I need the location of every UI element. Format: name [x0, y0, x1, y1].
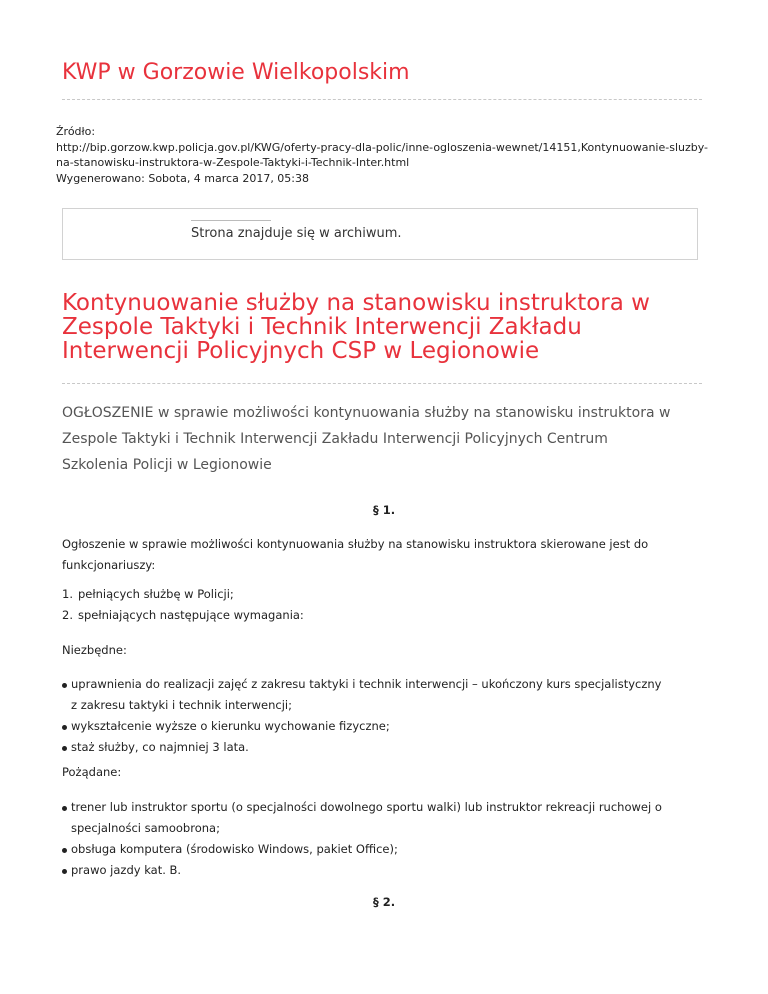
- list-item: [62, 674, 712, 716]
- list-item: [62, 737, 712, 758]
- source-label: Źródło:: [56, 125, 96, 138]
- lead-line: OGŁOSZENIE w sprawie możliwości kontynuowania służby na stanowisku instruktora w: [62, 405, 671, 421]
- eligibility-list: [62, 584, 722, 626]
- lead-paragraph: [62, 400, 722, 478]
- list-item-text: obsługa komputera (środowisko Windows, pakiet Office);: [71, 842, 398, 856]
- list-item-text: z zakresu taktyki i technik interwencji;: [71, 698, 292, 712]
- archive-notice-box: [62, 208, 698, 260]
- list-item-text: specjalności samoobrona;: [71, 821, 220, 835]
- title-divider: [62, 383, 702, 384]
- section-1-heading: § 1.: [372, 503, 396, 517]
- required-label: Niezbędne:: [62, 643, 127, 657]
- archive-notice: Strona znajduje się w archiwum.: [191, 226, 402, 241]
- lead-line: Szkolenia Policji w Legionowie: [62, 457, 272, 473]
- required-list: [62, 674, 712, 758]
- generated-date: Wygenerowano: Sobota, 4 marca 2017, 05:38: [56, 171, 310, 185]
- article-title: [62, 291, 722, 363]
- list-item-text: spełniających następujące wymagania:: [78, 608, 304, 622]
- header-divider: [62, 99, 702, 100]
- list-item-text: wykształcenie wyższe o kierunku wychowanie fizyczne;: [71, 719, 390, 733]
- section-2-heading: § 2.: [372, 895, 396, 909]
- article-title-line: Interwencji Policyjnych CSP w Legionowie: [62, 338, 540, 364]
- archive-rule: [191, 220, 271, 221]
- list-item: [62, 839, 712, 860]
- lead-line: Zespole Taktyki i Technik Interwencji Zakładu Interwencji Policyjnych Centrum: [62, 431, 608, 447]
- list-item: [62, 584, 722, 605]
- intro-paragraph: [62, 534, 722, 576]
- source-url-line-2: na-stanowisku-instruktora-w-Zespole-Taktyki-i-Technik-Inter.html: [56, 156, 410, 169]
- article-title-line: Zespole Taktyki i Technik Interwencji Zakładu: [62, 314, 582, 340]
- list-item-text: trener lub instruktor sportu (o specjalności dowolnego sportu walki) lub instruktor rekreacji ruchowej o: [71, 800, 662, 814]
- list-item-text: pełniących służbę w Policji;: [78, 587, 234, 601]
- list-item: [62, 716, 712, 737]
- list-number: 2.: [62, 608, 73, 622]
- desired-list: [62, 797, 712, 881]
- intro-line: Ogłoszenie w sprawie możliwości kontynuowania służby na stanowisku instruktora skierowane jest do: [62, 537, 649, 551]
- desired-label: Pożądane:: [62, 765, 122, 779]
- list-item-text: uprawnienia do realizacji zajęć z zakresu taktyki i technik interwencji – ukończony kurs specjalistyczny: [71, 677, 662, 691]
- list-item: [62, 860, 712, 881]
- source-meta: [56, 124, 716, 186]
- source-url-line-1: http://bip.gorzow.kwp.policja.gov.pl/KWG/oferty-pracy-dla-polic/inne-ogloszenia-wewnet/14151,Kontynuowanie-sluzby-: [56, 140, 709, 154]
- site-title: KWP w Gorzowie Wielkopolskim: [62, 60, 410, 85]
- list-number: 1.: [62, 587, 73, 601]
- list-item-text: prawo jazdy kat. B.: [71, 863, 182, 877]
- intro-line: funkcjonariuszy:: [62, 558, 156, 572]
- list-item-text: staż służby, co najmniej 3 lata.: [71, 740, 249, 754]
- article-title-line: Kontynuowanie służby na stanowisku instruktora w: [62, 290, 650, 316]
- list-item: [62, 605, 722, 626]
- list-item: [62, 797, 712, 839]
